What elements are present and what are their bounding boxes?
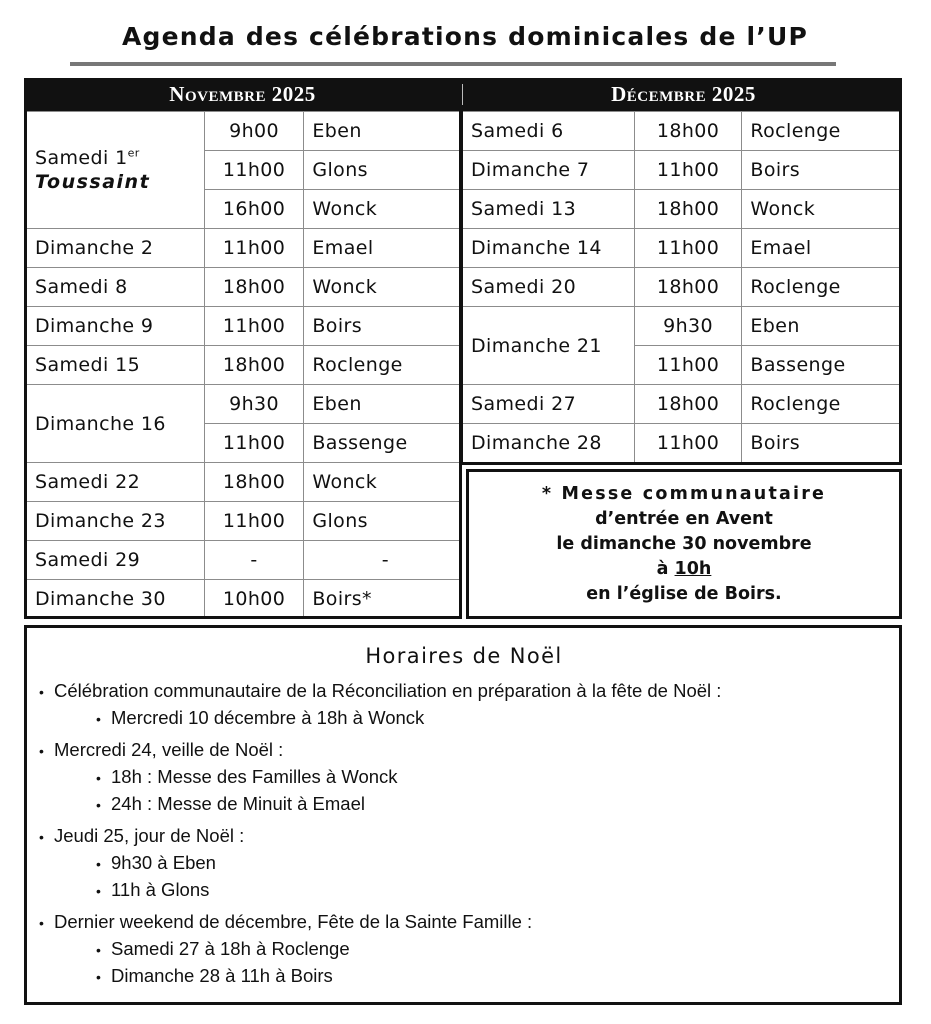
day-cell: Samedi 20 xyxy=(463,268,635,307)
sub-item: 18h : Messe des Familles à Wonck xyxy=(111,766,398,787)
note-prefix: à xyxy=(656,558,675,579)
november-header: Novembre 2025 xyxy=(24,78,461,111)
noel-list xyxy=(39,678,889,990)
day-cell: Dimanche 9 xyxy=(27,307,205,346)
day-cell: Dimanche 21 xyxy=(463,307,635,385)
day-cell: Samedi 6 xyxy=(463,112,635,151)
november-schedule-table xyxy=(26,111,460,619)
time-cell: 11h00 xyxy=(634,346,742,385)
time-cell: 18h00 xyxy=(634,190,742,229)
time-cell: 18h00 xyxy=(204,268,304,307)
place-cell: - xyxy=(304,541,460,580)
place-cell: Boirs xyxy=(742,151,900,190)
sub-item: 11h à Glons xyxy=(111,879,210,900)
list-item xyxy=(39,909,889,990)
noel-title: Horaires de Noël xyxy=(365,644,563,668)
day-cell: Dimanche 2 xyxy=(27,229,205,268)
place-cell: Bassenge xyxy=(304,424,460,463)
day-cell: Samedi 22 xyxy=(27,463,205,502)
place-cell: Eben xyxy=(304,112,460,151)
table-row xyxy=(463,307,900,346)
time-cell: 18h00 xyxy=(204,346,304,385)
time-cell: 18h00 xyxy=(634,268,742,307)
bullet-icon: • xyxy=(39,915,44,931)
section-text: Mercredi 24, veille de Noël : xyxy=(54,739,284,760)
time-cell: 11h00 xyxy=(204,151,304,190)
place-cell: Boirs xyxy=(304,307,460,346)
table-row xyxy=(27,112,460,151)
day-cell: Samedi 15 xyxy=(27,346,205,385)
place-cell: Glons xyxy=(304,502,460,541)
bullet-icon: • xyxy=(39,684,44,700)
table-row xyxy=(463,151,900,190)
avent-note-box xyxy=(466,469,902,619)
section-text: Célébration communautaire de la Réconciliation en préparation à la fête de Noël : xyxy=(54,680,722,701)
time-cell: 11h00 xyxy=(204,502,304,541)
time-cell: 11h00 xyxy=(634,424,742,463)
section-text: Dernier weekend de décembre, Fête de la Sainte Famille : xyxy=(54,911,533,932)
bullet-icon: • xyxy=(96,856,101,872)
bullet-icon: • xyxy=(96,883,101,899)
sub-item: 24h : Messe de Minuit à Emael xyxy=(111,793,365,814)
noel-schedule-box xyxy=(24,625,902,1005)
place-cell: Eben xyxy=(742,307,900,346)
sub-item: 9h30 à Eben xyxy=(111,852,216,873)
time-cell: 18h00 xyxy=(634,112,742,151)
time-cell: 11h00 xyxy=(204,424,304,463)
place-cell: Bassenge xyxy=(742,346,900,385)
day-cell: Dimanche 16 xyxy=(27,385,205,463)
day-superscript: er xyxy=(127,146,140,160)
table-row xyxy=(463,424,900,463)
table-row xyxy=(463,190,900,229)
note-line xyxy=(657,557,712,582)
time-cell: 16h00 xyxy=(204,190,304,229)
place-cell: Emael xyxy=(304,229,460,268)
bullet-icon: • xyxy=(96,797,101,813)
table-row xyxy=(463,385,900,424)
table-row xyxy=(27,346,460,385)
table-row xyxy=(463,112,900,151)
place-cell: Glons xyxy=(304,151,460,190)
time-cell: 11h00 xyxy=(204,229,304,268)
time-cell: 11h00 xyxy=(634,151,742,190)
table-row xyxy=(27,229,460,268)
sub-item: Mercredi 10 décembre à 18h à Wonck xyxy=(111,707,425,728)
time-cell: 11h00 xyxy=(204,307,304,346)
bullet-icon: • xyxy=(96,711,101,727)
day-cell: Dimanche 23 xyxy=(27,502,205,541)
time-cell: 11h00 xyxy=(634,229,742,268)
place-cell: Eben xyxy=(304,385,460,424)
place-cell: Wonck xyxy=(742,190,900,229)
time-cell: 18h00 xyxy=(204,463,304,502)
time-cell: 18h00 xyxy=(634,385,742,424)
table-row xyxy=(463,268,900,307)
note-line: * Messe communautaire xyxy=(541,483,827,504)
list-item xyxy=(39,737,889,818)
table-row xyxy=(27,268,460,307)
place-cell: Emael xyxy=(742,229,900,268)
day-cell: Dimanche 14 xyxy=(463,229,635,268)
page-title: Agenda des célébrations dominicales de l’UP xyxy=(121,22,809,51)
day-cell: Samedi 27 xyxy=(463,385,635,424)
day-cell: Dimanche 28 xyxy=(463,424,635,463)
day-label: Samedi 1 xyxy=(35,147,128,169)
day-cell: Samedi 29 xyxy=(27,541,205,580)
place-cell: Boirs* xyxy=(304,580,460,619)
note-line: en l’église de Boirs. xyxy=(586,583,782,604)
time-cell: 9h00 xyxy=(204,112,304,151)
bullet-icon: • xyxy=(96,942,101,958)
bullet-icon: • xyxy=(96,969,101,985)
table-row xyxy=(27,307,460,346)
note-line: le dimanche 30 novembre xyxy=(556,533,812,554)
table-row xyxy=(27,463,460,502)
day-cell: Dimanche 30 xyxy=(27,580,205,619)
table-row xyxy=(463,229,900,268)
place-cell: Boirs xyxy=(742,424,900,463)
bullet-icon: • xyxy=(39,829,44,845)
note-time: 10h xyxy=(674,558,712,579)
time-cell: 10h00 xyxy=(204,580,304,619)
place-cell: Wonck xyxy=(304,190,460,229)
place-cell: Roclenge xyxy=(742,112,900,151)
sub-item: Dimanche 28 à 11h à Boirs xyxy=(111,965,333,986)
note-line: d’entrée en Avent xyxy=(595,508,773,529)
december-header: Décembre 2025 xyxy=(465,78,902,111)
bullet-icon: • xyxy=(96,770,101,786)
place-cell: Wonck xyxy=(304,268,460,307)
title-rule xyxy=(70,62,836,66)
table-row xyxy=(27,502,460,541)
feast-label: Toussaint xyxy=(35,171,151,193)
day-cell: Samedi 13 xyxy=(463,190,635,229)
place-cell: Roclenge xyxy=(304,346,460,385)
day-cell: Samedi 8 xyxy=(27,268,205,307)
place-cell: Roclenge xyxy=(742,385,900,424)
time-cell: 9h30 xyxy=(634,307,742,346)
section-text: Jeudi 25, jour de Noël : xyxy=(54,825,245,846)
day-cell: Dimanche 7 xyxy=(463,151,635,190)
list-item xyxy=(39,823,889,904)
list-item xyxy=(39,678,889,732)
table-row xyxy=(27,541,460,580)
place-cell: Roclenge xyxy=(742,268,900,307)
place-cell: Wonck xyxy=(304,463,460,502)
time-cell: - xyxy=(204,541,304,580)
day-cell xyxy=(27,112,205,229)
time-cell: 9h30 xyxy=(204,385,304,424)
bullet-icon: • xyxy=(39,743,44,759)
table-row xyxy=(27,385,460,424)
december-schedule-table xyxy=(462,111,900,463)
table-row xyxy=(27,580,460,619)
sub-item: Samedi 27 à 18h à Roclenge xyxy=(111,938,350,959)
